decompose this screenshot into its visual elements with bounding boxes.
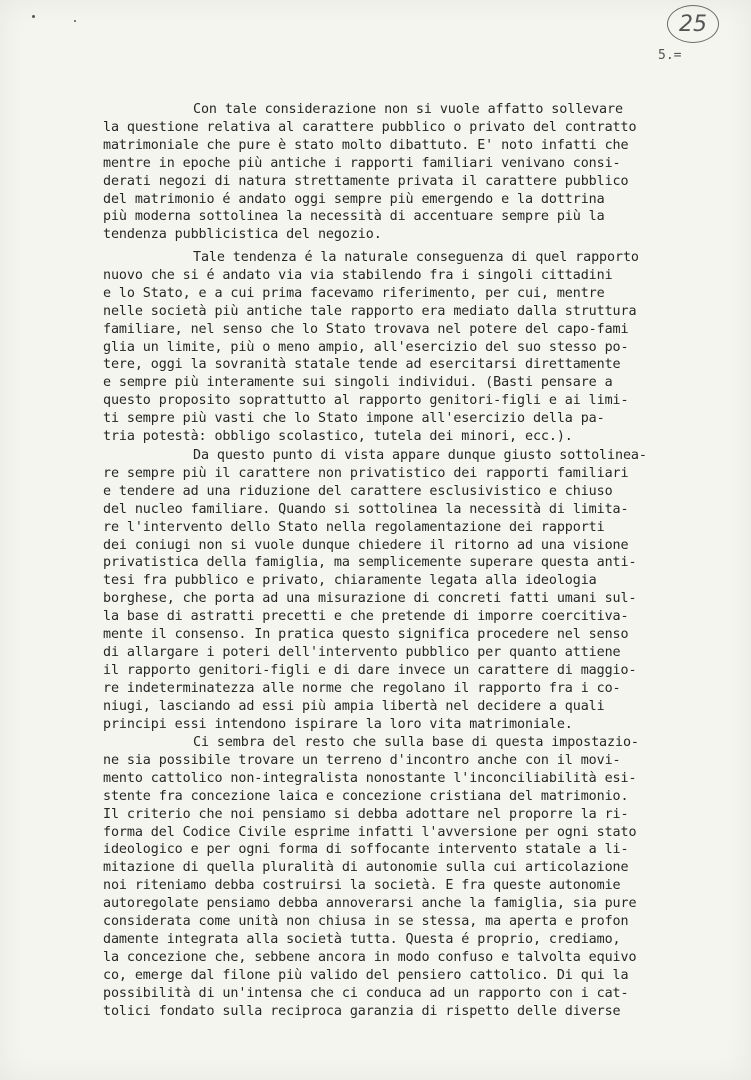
text-line: e lo Stato, e a cui prima facevamo riferimento, per cui, mentre	[103, 285, 605, 301]
text-line: principi essi intendono ispirare la loro vita matrimoniale.	[103, 716, 573, 732]
text-line: mente il consenso. In pratica questo significa procedere nel senso	[103, 627, 629, 642]
text-line: e tendere ad una riduzione del carattere esclusivistico e chiuso	[103, 483, 613, 499]
text-line: re indeterminatezza alle norme che regolano il rapporto fra i co-	[103, 680, 621, 696]
text-line: mento cattolico non-integralista nonostante l'inconciliabilità esi-	[103, 770, 637, 786]
text-line: tria potestà: obbligo scolastico, tutela dei minori, ecc.).	[103, 429, 573, 444]
text-line: il rapporto genitori-figli e di dare invece un carattere di maggio-	[103, 662, 637, 678]
text-line: derati negozi di natura strettamente privata il carattere pubblico	[103, 173, 629, 189]
text-line: autoregolate pensiamo debba annoverarsi anche la famiglia, sia pure	[103, 896, 637, 912]
text-line: ti sempre più vasti che lo Stato impone all'esercizio della pa-	[103, 411, 605, 427]
text-line: re sempre più il carattere non privatistico dei rapporti familiari	[103, 465, 629, 481]
text-line: tolici fondato sulla reciproca garanzia di rispetto delle diverse	[103, 1003, 621, 1019]
page-number: 5.=	[658, 48, 682, 63]
text-line: la base di astratti precetti e che pretende di imporre coercitiva-	[103, 609, 629, 625]
text-line: familiare, nel senso che lo Stato trovava nel potere del capo-fami	[103, 321, 629, 337]
text-line: considerata come unità non chiusa in se stessa, ma aperta e profon	[103, 914, 629, 929]
text-line: borghese, che porta ad una misurazione di concreti fatti umani sul-	[103, 591, 637, 607]
text-line: stente fra concezione laica e concezione cristiana del matrimonio.	[103, 788, 629, 804]
text-line: co, emerge dal filone più valido del pensiero cattolico. Di qui la	[103, 967, 629, 983]
text-line: noi riteniamo debba costruirsi la società. E fra queste autonomie	[103, 878, 621, 894]
text-line: nuovo che si é andato via via stabilendo fra i singoli cittadini	[103, 267, 613, 283]
text-line: nelle società più antiche tale rapporto era mediato dalla struttura	[103, 303, 637, 319]
text-line: mitazione di quella pluralità di autonomie sulla cui articolazione	[103, 860, 629, 876]
text-line: tere, oggi la sovranità statale tende ad esercitarsi direttamente	[103, 357, 621, 373]
text-line: del nucleo familiare. Quando si sottolinea la necessità di limita-	[103, 501, 629, 517]
text-line: ideologico e per ogni forma di soffocante intervento statale a li-	[103, 842, 629, 858]
text-line: Tale tendenza é la naturale conseguenza di quel rapporto	[193, 250, 639, 265]
text-line: questo proposito soprattutto al rapporto genitori-figli e ai limi-	[103, 393, 629, 409]
text-line: matrimoniale che pure è stato molto dibattuto. E' noto infatti che	[103, 137, 629, 153]
text-line: privatistica della famiglia, ma semplicemente superare questa anti-	[103, 555, 637, 571]
text-line: ne sia possibile trovare un terreno d'incontro anche con il movi-	[103, 752, 621, 768]
archive-number: 25	[679, 11, 707, 37]
text-line: Da questo punto di vista appare dunque giusto sottolinea-	[193, 448, 647, 463]
text-line: tendenza pubblicistica del negozio.	[103, 227, 382, 243]
text-line: tesi fra pubblico e privato, chiaramente legata alla ideologia	[103, 573, 597, 589]
text-line: forma del Codice Civile esprime infatti l'avversione per ogni stato	[103, 824, 637, 840]
text-line: Ci sembra del resto che sulla base di questa impostazio-	[193, 735, 639, 750]
text-line: glia un limite, più o meno ampio, all'esercizio del suo stesso po-	[103, 339, 629, 355]
text-line: damente integrata alla società tutta. Questa é proprio, crediamo,	[103, 931, 621, 947]
text-line: del matrimonio é andato oggi sempre più emergendo e la dottrina	[103, 191, 605, 207]
text-line: dei coniugi non si vuole dunque chiedere il ritorno ad una visione	[103, 537, 629, 553]
text-line: più moderna sottolinea la necessità di accentuare sempre più la	[103, 209, 605, 225]
text-line: re l'intervento dello Stato nella regolamentazione dei rapporti	[103, 519, 605, 535]
text-line: di allargare i poteri dell'intervento pubblico per quanto attiene	[103, 644, 621, 660]
text-line: possibilità di un'intensa che ci conduca ad un rapporto con i cat-	[103, 985, 629, 1001]
text-line: la concezione che, sebbene ancora in modo confuso e talvolta equivo	[103, 949, 637, 965]
text-line: Con tale considerazione non si vuole affatto sollevare	[193, 102, 623, 117]
text-line: mentre in epoche più antiche i rapporti familiari venivano consi-	[103, 155, 621, 171]
text-line: e sempre più interamente sui singoli individui. (Basti pensare a	[103, 375, 613, 391]
text-line: Il criterio che noi pensiamo si debba adottare nel proporre la ri-	[103, 806, 629, 822]
text-line: la questione relativa al carattere pubblico o privato del contratto	[103, 119, 637, 135]
text-line: niugi, lasciando ad essi più ampia libertà nel decidere a quali	[103, 698, 605, 714]
